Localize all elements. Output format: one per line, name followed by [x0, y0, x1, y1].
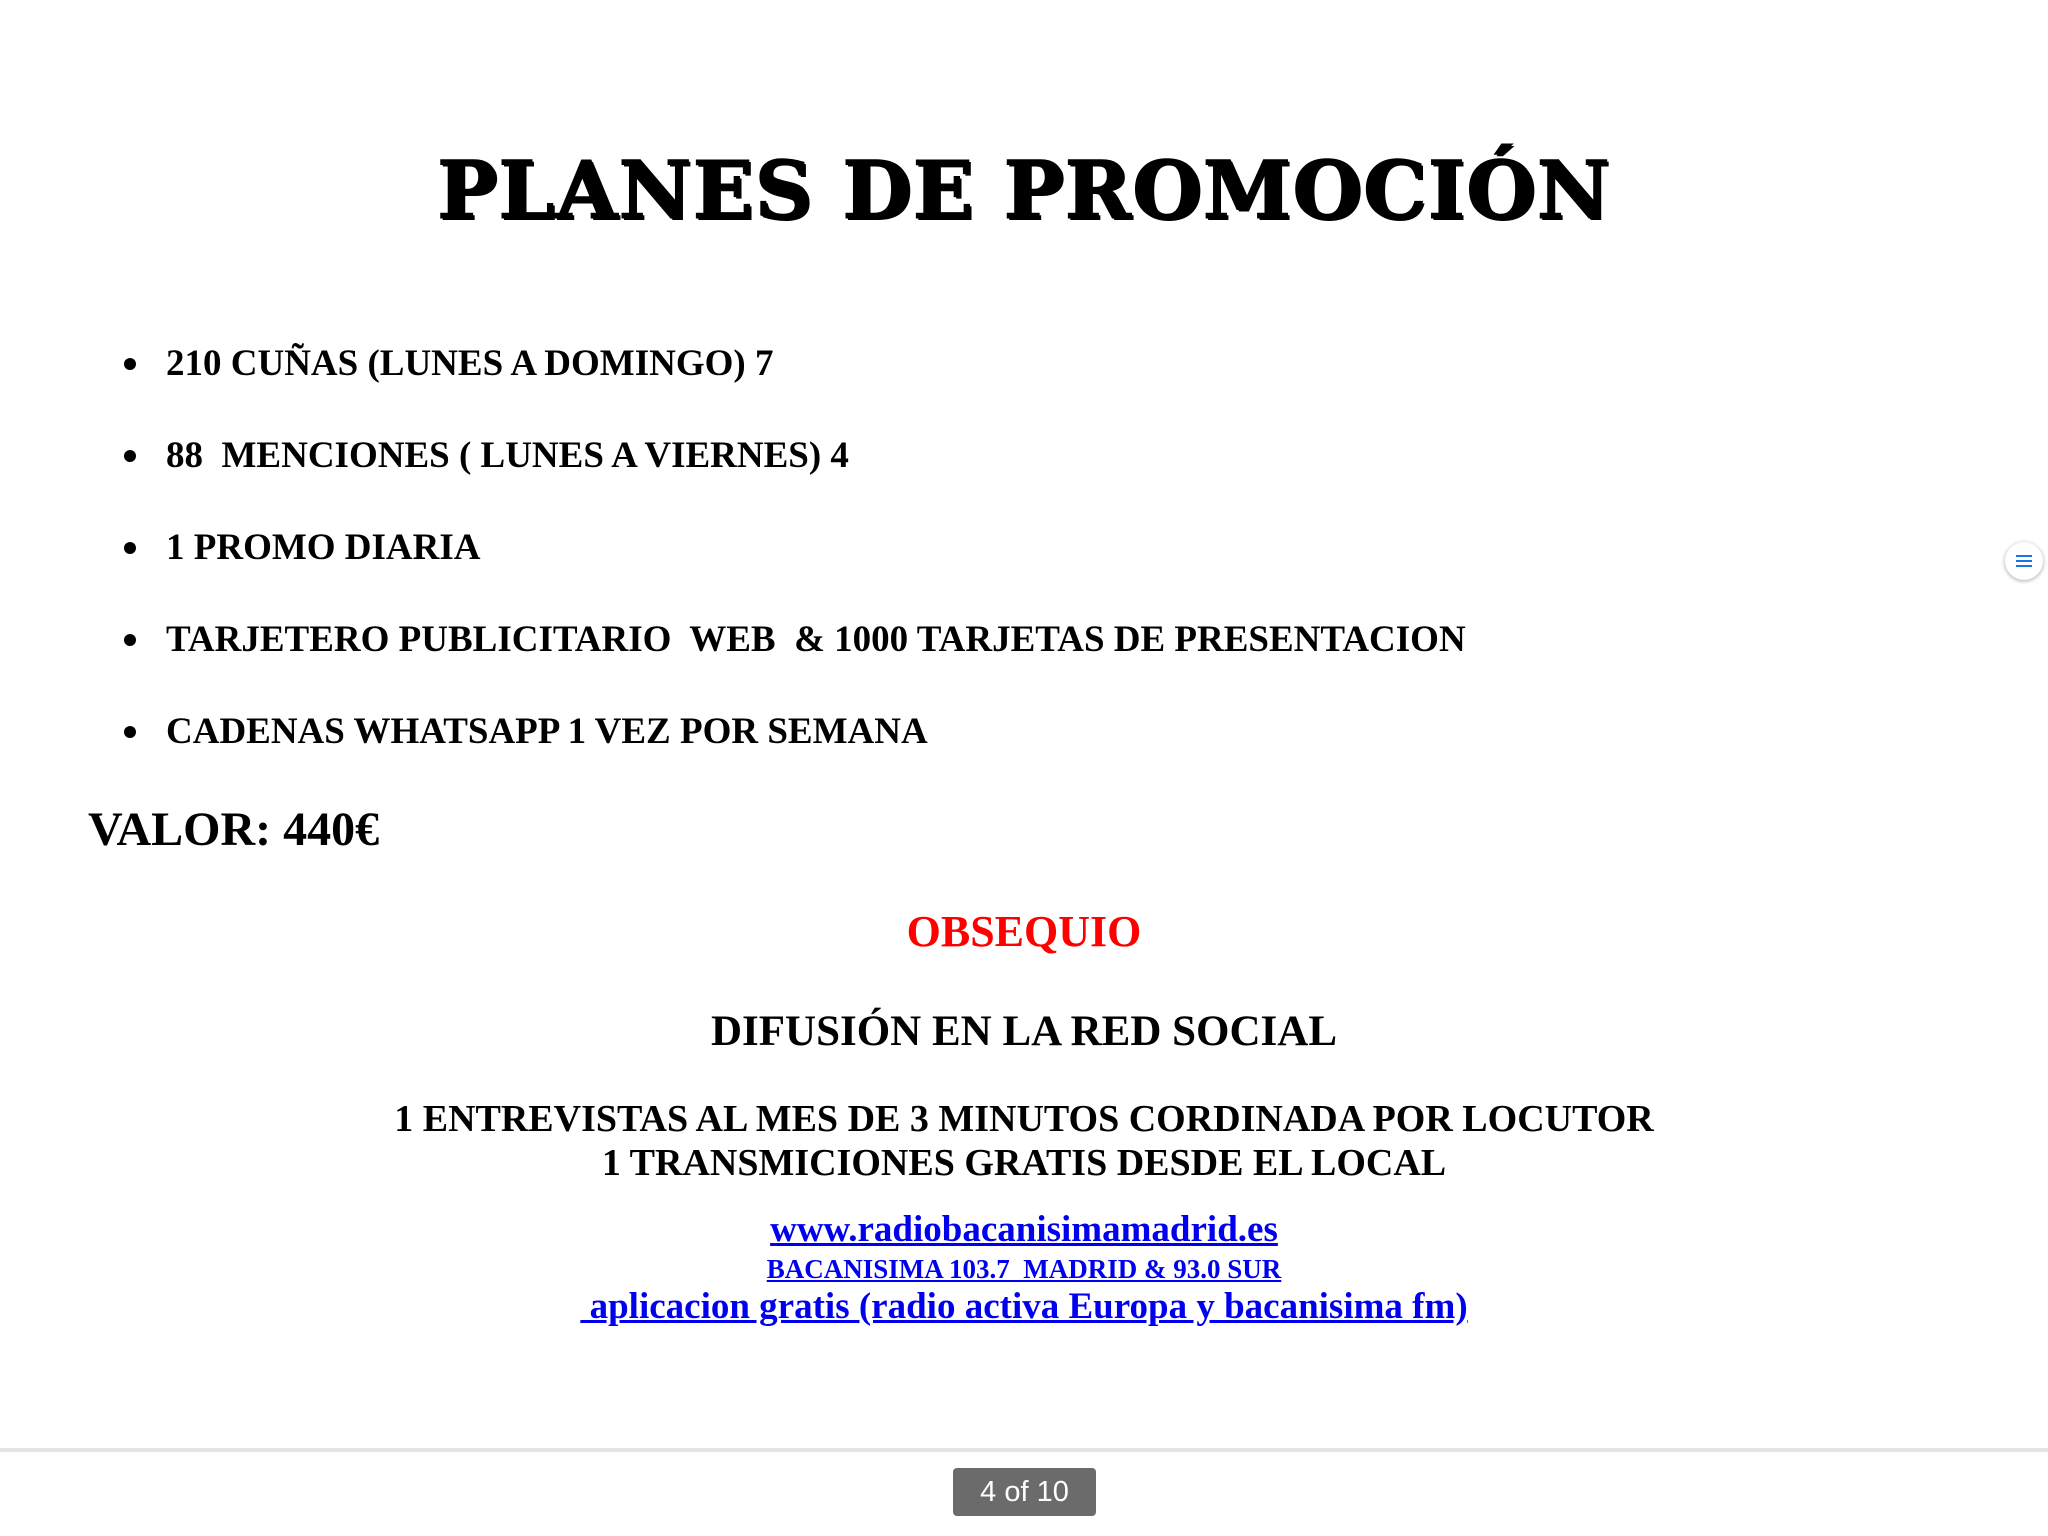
- list-icon: [2015, 554, 2033, 568]
- social-diffusion-heading: DIFUSIÓN EN LA RED SOCIAL: [710, 1008, 1338, 1055]
- broadcasts-line: 1 TRANSMICIONES GRATIS DESDE EL LOCAL: [601, 1142, 1447, 1184]
- station-link[interactable]: BACANISIMA 103.7 MADRID & 93.0 SUR: [766, 1254, 1282, 1284]
- bullet-icon: [124, 358, 136, 370]
- list-item-text: 88 MENCIONES ( LUNES A VIERNES) 4: [166, 435, 849, 476]
- list-item: [122, 706, 1466, 798]
- bullet-icon: [124, 542, 136, 554]
- outline-button[interactable]: [2005, 542, 2043, 580]
- price-value: VALOR: 440€: [88, 803, 380, 856]
- list-item: [122, 522, 1466, 614]
- app-link-row: [0, 1284, 2048, 1330]
- list-item: [122, 614, 1466, 706]
- bullet-icon: [124, 450, 136, 462]
- list-item-text: 210 CUÑAS (LUNES A DOMINGO) 7: [166, 343, 774, 384]
- list-item-text: CADENAS WHATSAPP 1 VEZ POR SEMANA: [166, 711, 928, 752]
- list-item-text: TARJETERO PUBLICITARIO WEB & 1000 TARJETAS DE PRESENTACION: [166, 619, 1466, 660]
- website-link-row: [0, 1208, 2048, 1252]
- bullet-icon: [124, 634, 136, 646]
- interviews-line: 1 ENTREVISTAS AL MES DE 3 MINUTOS CORDINADA POR LOCUTOR: [394, 1098, 1654, 1140]
- promo-bullet-list: [122, 338, 1466, 798]
- list-item: [122, 338, 1466, 430]
- page-indicator: 4 of 10: [953, 1468, 1096, 1516]
- page-divider: [0, 1448, 2048, 1452]
- gift-heading: OBSEQUIO: [906, 907, 1142, 956]
- page-title: PLANES DE PROMOCIÓN: [437, 143, 1611, 237]
- list-item: [122, 430, 1466, 522]
- station-link-row: [0, 1252, 2048, 1286]
- bullet-icon: [124, 726, 136, 738]
- list-item-text: 1 PROMO DIARIA: [166, 527, 481, 568]
- website-link[interactable]: www.radiobacanisimamadrid.es: [770, 1209, 1278, 1250]
- app-link[interactable]: aplicacion gratis (radio activa Europa y bacanisima fm): [580, 1286, 1468, 1327]
